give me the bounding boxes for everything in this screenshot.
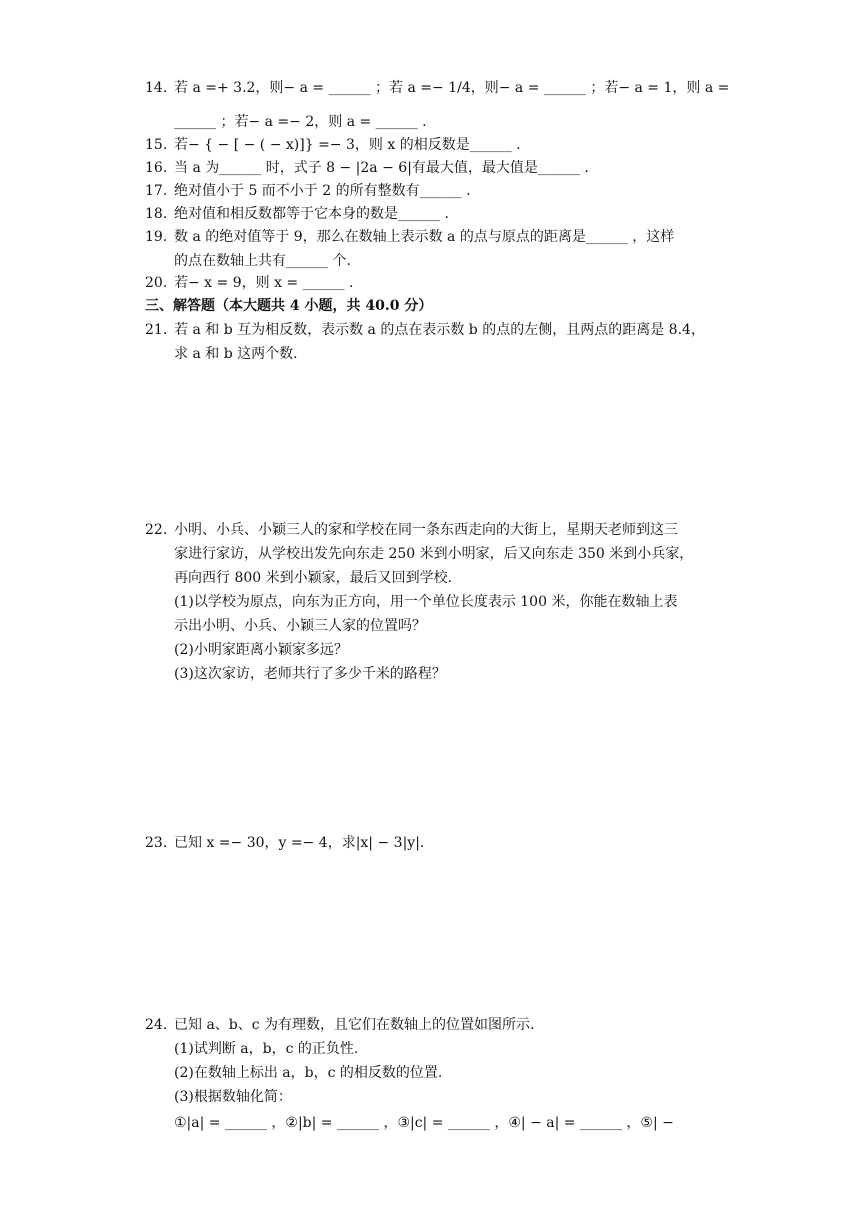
question-line: 家进行家访，从学校出发先向东走 250 米到小明家，后又向东走 350 米到小兵家， bbox=[174, 546, 694, 562]
question-line: 绝对值小于 5 而不小于 2 的所有整数有______ . bbox=[174, 183, 471, 199]
question-line: 若− x = 9，则 x = ______ . bbox=[174, 275, 354, 291]
question-number: 21. bbox=[145, 322, 168, 338]
question-20 bbox=[145, 271, 720, 295]
question-line: 小明、小兵、小颖三人的家和学校在同一条东西走向的大街上，星期天老师到这三 bbox=[174, 522, 678, 538]
question-line: 绝对值和相反数都等于它本身的数是______ . bbox=[174, 206, 449, 222]
question-number: 18. bbox=[145, 206, 168, 222]
question-number: 14. bbox=[145, 80, 168, 96]
question-19 bbox=[145, 225, 720, 273]
question-18 bbox=[145, 202, 720, 226]
question-21 bbox=[145, 318, 720, 366]
question-line: 数 a 的绝对值等于 9，那么在数轴上表示数 a 的点与原点的距离是______ ，这样 bbox=[174, 229, 675, 245]
question-line: ①|a| = ______ ，②|b| = ______ ，③|c| = ______ ，④| − a| = ______ ，⑤| − bbox=[174, 1115, 674, 1131]
question-line: 当 a 为______ 时，式子 8 − |2a − 6|有最大值，最大值是______ . bbox=[174, 160, 589, 176]
question-line: (1)试判断 a，b，c 的正负性. bbox=[174, 1041, 359, 1057]
question-line: 求 a 和 b 这两个数. bbox=[174, 346, 298, 362]
section-heading: 三、解答题（本大题共 4 小题，共 40.0 分） bbox=[145, 298, 433, 314]
question-line: 已知 a、b、c 为有理数，且它们在数轴上的位置如图所示. bbox=[174, 1017, 535, 1033]
question-line: (2)小明家距离小颖家多远？ bbox=[174, 642, 348, 658]
question-line: 的点在数轴上共有______ 个. bbox=[174, 253, 351, 269]
question-number: 16. bbox=[145, 160, 168, 176]
question-15 bbox=[145, 133, 720, 157]
question-23 bbox=[145, 831, 720, 855]
question-line: 若 a 和 b 互为相反数，表示数 a 的点在表示数 b 的点的左侧，且两点的距离是 8.4， bbox=[174, 322, 705, 338]
question-number: 15. bbox=[145, 137, 168, 153]
question-24 bbox=[145, 1013, 720, 1135]
question-number: 19. bbox=[145, 229, 168, 245]
question-line: ______ ；若− a =− 2，则 a = ______ . bbox=[174, 114, 427, 130]
question-number: 23. bbox=[145, 835, 168, 851]
question-line: 示出小明、小兵、小颖三人家的位置吗？ bbox=[174, 618, 426, 634]
question-line: 再向西行 800 米到小颖家，最后又回到学校. bbox=[174, 570, 453, 586]
question-line: 若− { − [ − ( − x)]} =− 3，则 x 的相反数是______ . bbox=[174, 137, 521, 153]
question-line: (2)在数轴上标出 a，b，c 的相反数的位置. bbox=[174, 1065, 443, 1081]
question-line: (1)以学校为原点，向东为正方向，用一个单位长度表示 100 米，你能在数轴上表 bbox=[174, 594, 678, 610]
question-number: 20. bbox=[145, 275, 168, 291]
question-line: (3)根据数轴化简： bbox=[174, 1089, 292, 1105]
question-16 bbox=[145, 156, 720, 180]
question-line: 若 a =+ 3.2，则− a = ______ ；若 a =− 1/4，则− a = ______ ；若− a = 1，则 a = bbox=[174, 80, 730, 96]
question-line: 已知 x =− 30，y =− 4，求|x| − 3|y|. bbox=[174, 835, 425, 851]
question-22 bbox=[145, 518, 720, 686]
question-number: 17. bbox=[145, 183, 168, 199]
question-number: 24. bbox=[145, 1017, 168, 1033]
question-line: (3)这次家访，老师共行了多少千米的路程？ bbox=[174, 666, 446, 682]
question-14 bbox=[145, 76, 730, 134]
question-17 bbox=[145, 179, 720, 203]
question-number: 22. bbox=[145, 522, 168, 538]
